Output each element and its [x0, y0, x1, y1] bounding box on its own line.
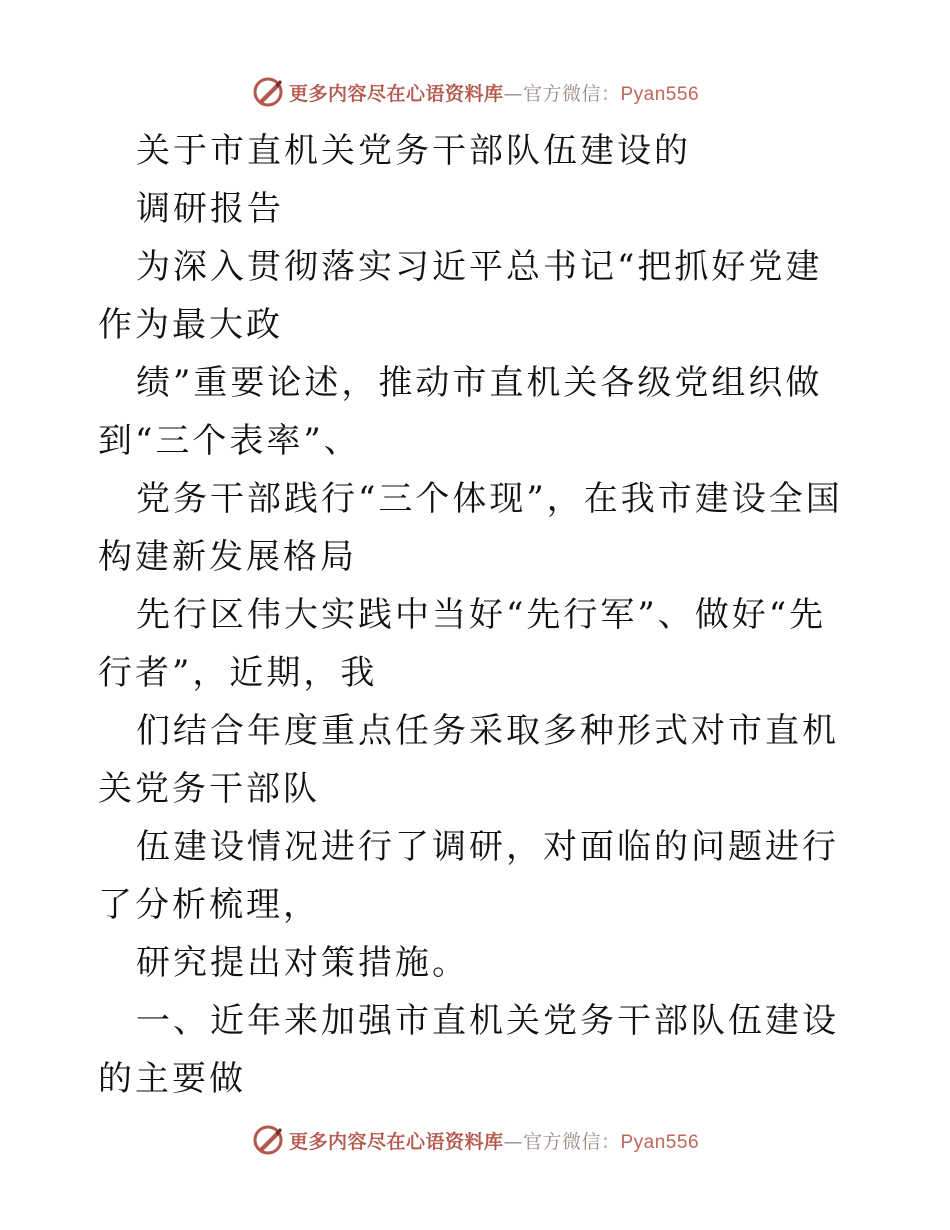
watermark-id: Pyan556	[620, 83, 700, 105]
doc-title-line-1: 关于市直机关党务干部队伍建设的	[136, 131, 691, 171]
doc-paragraph: 党务干部践行“三个体现”，在我市建设全国构建新发展格局	[98, 479, 843, 577]
watermark-main: 更多内容尽在心语资料库	[288, 1130, 504, 1153]
watermark-side: —官方微信：	[503, 82, 621, 105]
doc-paragraph: 研究提出对策措施。	[136, 943, 469, 983]
doc-paragraph: 伍建设情况进行了调研，对面临的问题进行了分析梳理，	[98, 827, 839, 925]
doc-title-line-2: 调研报告	[136, 189, 284, 229]
watermark-text	[289, 1127, 699, 1154]
doc-paragraph: 先行区伟大实践中当好“先行军”、做好“先行者”，近期，我	[98, 595, 827, 693]
pen-circle-logo-icon	[251, 75, 285, 109]
footer-watermark	[0, 1120, 950, 1160]
doc-paragraph: 们结合年度重点任务采取多种形式对市直机关党务干部队	[98, 711, 839, 809]
doc-paragraph: 绩”重要论述，推动市直机关各级党组织做到“三个表率”、	[98, 363, 823, 461]
watermark-side: —官方微信：	[503, 1130, 621, 1153]
watermark-text	[289, 79, 699, 106]
header-watermark	[0, 72, 950, 112]
watermark-id: Pyan556	[620, 1131, 700, 1153]
pen-circle-logo-icon	[251, 1123, 285, 1157]
watermark-main: 更多内容尽在心语资料库	[288, 82, 504, 105]
section-heading: 一、近年来加强市直机关党务干部队伍建设的主要做	[98, 1001, 839, 1099]
document-body	[98, 122, 858, 1108]
doc-paragraph: 为深入贯彻落实习近平总书记“把抓好党建作为最大政	[98, 247, 823, 345]
